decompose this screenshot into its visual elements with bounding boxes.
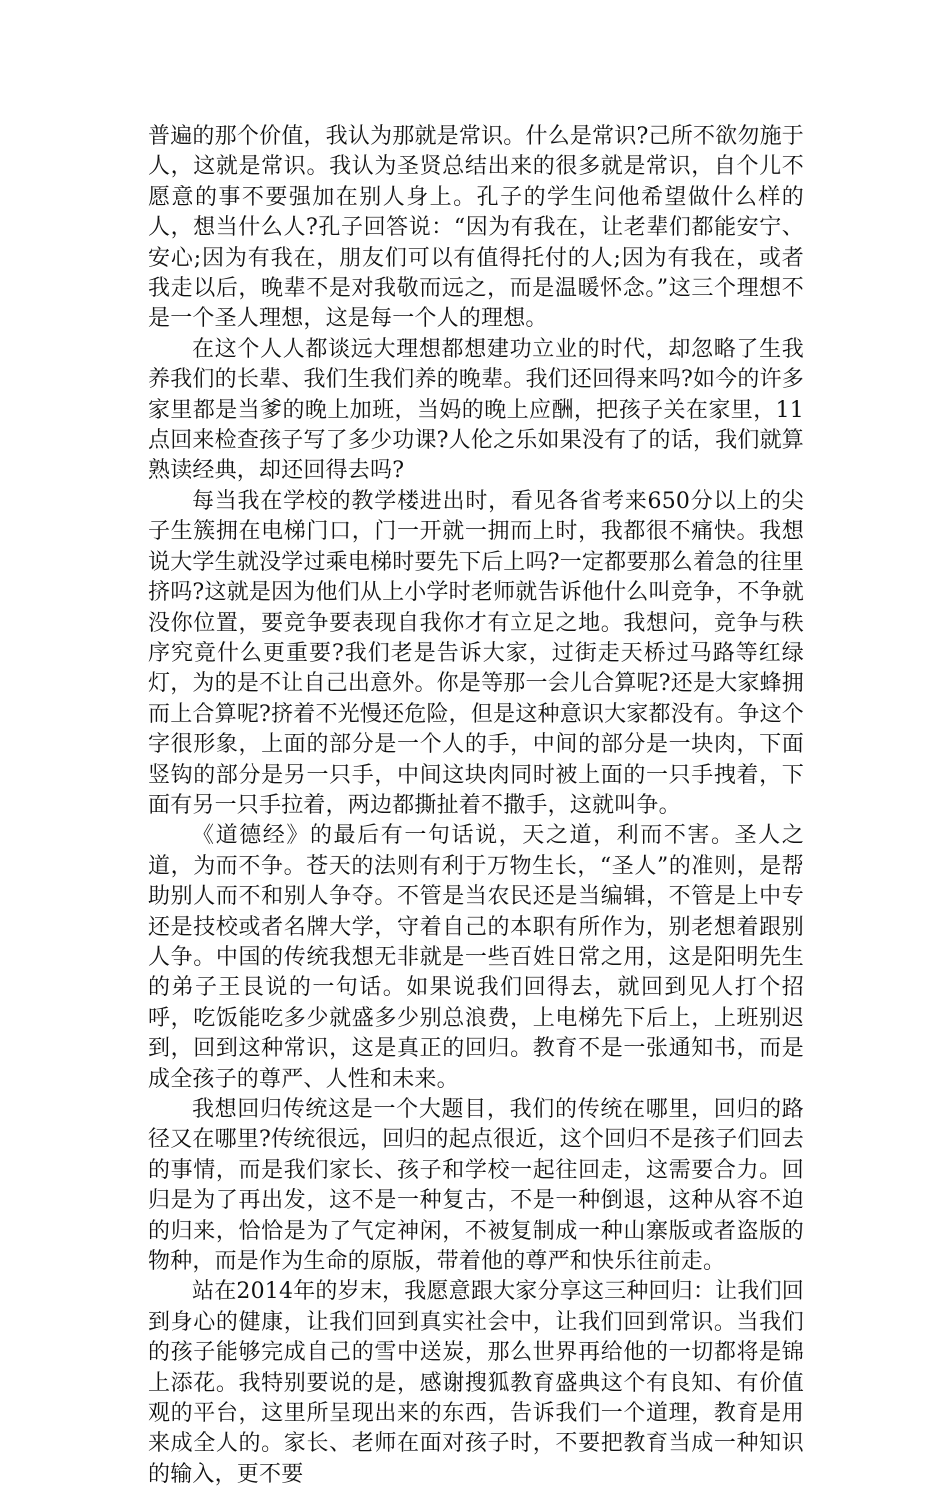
paragraph-3: 每当我在学校的教学楼进出时，看见各省考来650分以上的尖子生簇拥在电梯门口，门一开就一拥而上时，我都很不痛快。我想说大学生就没学过乘电梯时要先下后上吗?一定都要那么着急的往里挤吗?这就是因为他们从上小学时老师就告诉他什么叫竞争，不争就没你位置，要竞争要表现自我你才有立足之地。我想问，竞争与秩序究竟什么更重要?我们老是告诉大家，过街走天桥过马路等红绿灯，为的是不让自己出意外。你是等那一会儿合算呢?还是大家蜂拥而上合算呢?挤着不光慢还危险，但是这种意识大家都没有。争这个字很形象，上面的部分是一个人的手，中间的部分是一块肉，下面竖钩的部分是另一只手，中间这块肉同时被上面的一只手拽着，下面有另一只手拉着，两边都撕扯着不撒手，这就叫争。	[148, 488, 804, 818]
paragraph-4: 《道德经》的最后有一句话说，天之道，利而不害。圣人之道，为而不争。苍天的法则有利于万物生长，“圣人”的准则，是帮助别人而不和别人争夺。不管是当农民还是当编辑，不管是上中专还是技校或者名牌大学，守着自己的本职有所作为，别老想着跟别人争。中国的传统我想无非就是一些百姓日常之用，这是阳明先生的弟子王艮说的一句话。如果说我们回得去，就回到见人打个招呼，吃饭能吃多少就盛多少别总浪费，上电梯先下后上，上班别迟到，回到这种常识，这是真正的回归。教育不是一张通知书，而是成全孩子的尊严、人性和未来。	[148, 823, 804, 1092]
paragraph-5: 我想回归传统这是一个大题目，我们的传统在哪里，回归的路径又在哪里?传统很远，回归的起点很近，这个回归不是孩子们回去的事情，而是我们家长、孩子和学校一起往回走，这需要合力。回归是为了再出发，这不是一种复古，不是一种倒退，这种从容不迫的归来，恰恰是为了气定神闲，不被复制成一种山寨版或者盗版的物种，而是作为生命的原版，带着他的尊严和快乐往前走。	[148, 1097, 804, 1275]
paragraph-1: 普遍的那个价值，我认为那就是常识。什么是常识?己所不欲勿施于人，这就是常识。我认为圣贤总结出来的很多就是常识，自个儿不愿意的事不要强加在别人身上。孔子的学生问他希望做什么样的人，想当什么人?孔子回答说：“因为有我在，让老辈们都能安宁、安心;因为有我在，朋友们可以有值得托付的人;因为有我在，或者我走以后，晚辈不是对我敬而远之，而是温暖怀念。”这三个理想不是一个圣人理想，这是每一个人的理想。	[148, 124, 804, 332]
document-page	[148, 122, 804, 1490]
paragraph-6: 站在2014年的岁末，我愿意跟大家分享这三种回归：让我们回到身心的健康，让我们回到真实社会中，让我们回到常识。当我们的孩子能够完成自己的雪中送炭，那么世界再给他的一切都将是锦上添花。我特别要说的是，感谢搜狐教育盛典这个有良知、有价值观的平台，这里所呈现出来的东西，告诉我们一个道理，教育是用来成全人的。家长、老师在面对孩子时，不要把教育当成一种知识的输入，更不要	[148, 1279, 804, 1487]
paragraph-2: 在这个人人都谈远大理想都想建功立业的时代，却忽略了生我养我们的长辈、我们生我们养的晚辈。我们还回得来吗?如今的许多家里都是当爹的晚上加班，当妈的晚上应酬，把孩子关在家里，11点回来检查孩子写了多少功课?人伦之乐如果没有了的话，我们就算熟读经典，却还回得去吗?	[148, 336, 804, 484]
